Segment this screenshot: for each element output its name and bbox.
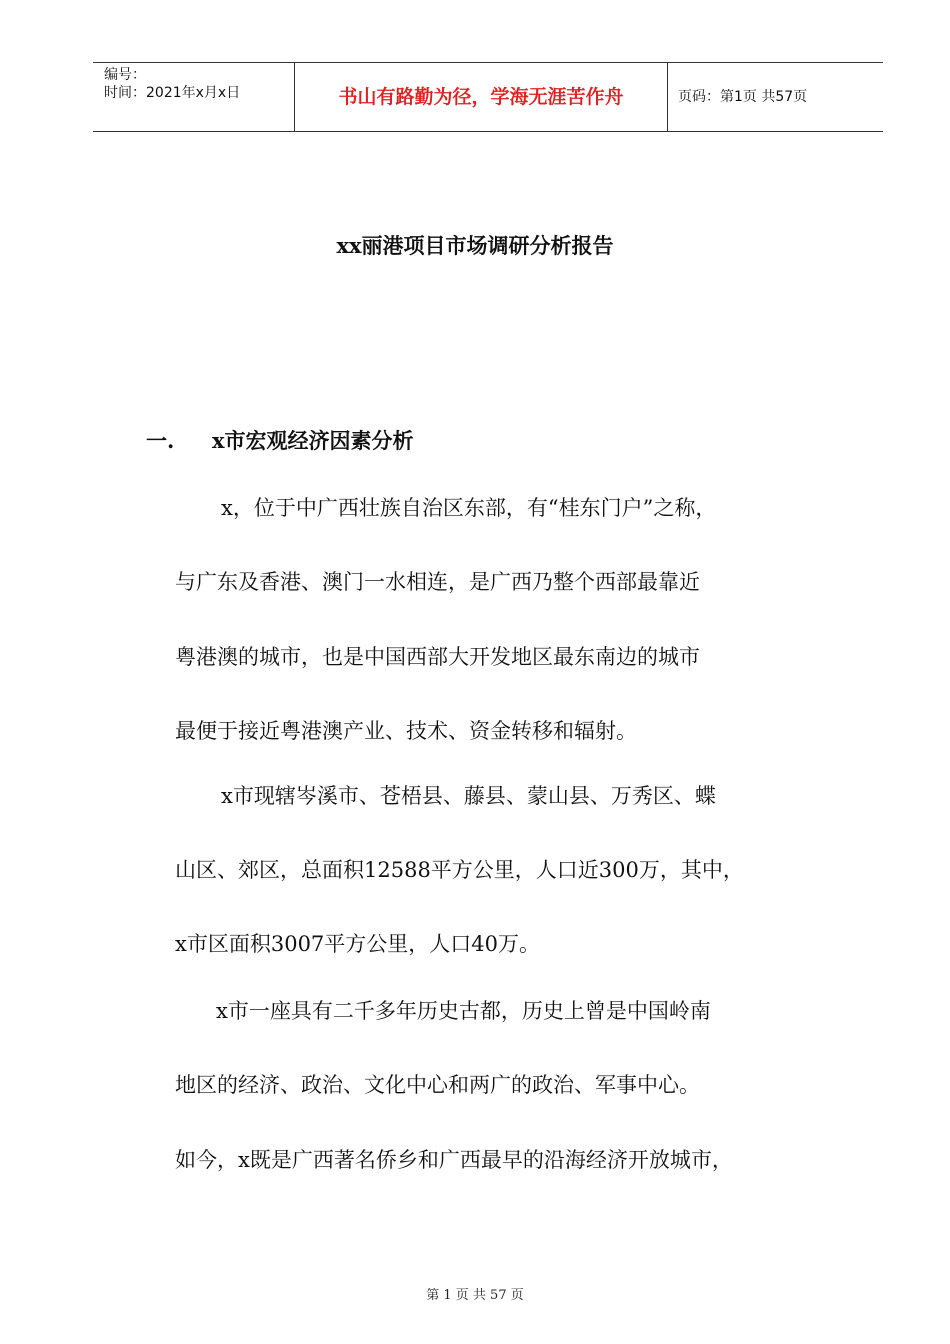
header-page-info: 页码：第1页 共57页 bbox=[678, 89, 808, 105]
body-line: 如今，x既是广西著名侨乡和广西最早的沿海经济开放城市， bbox=[175, 1148, 733, 1172]
document-time-label: 时间：2021年x月x日 bbox=[104, 85, 241, 101]
body-line: x市区面积3007平方公里，人口40万。 bbox=[175, 932, 541, 956]
section-number: 一. bbox=[146, 428, 175, 453]
header-motto-cell bbox=[295, 63, 668, 131]
body-line: x市一座具有二千多年历史古都，历史上曾是中国岭南 bbox=[216, 999, 711, 1023]
body-line: x，位于中广西壮族自治区东部，有“桂东门户”之称， bbox=[221, 496, 717, 520]
document-number-label: 编号： bbox=[104, 67, 146, 83]
header-motto: 书山有路勤为径，学海无涯苦作舟 bbox=[338, 86, 624, 108]
body-line: 最便于接近粤港澳产业、技术、资金转移和辐射。 bbox=[175, 719, 637, 743]
body-line: 地区的经济、政治、文化中心和两广的政治、军事中心。 bbox=[175, 1073, 700, 1097]
document-title: xx丽港项目市场调研分析报告 bbox=[336, 233, 614, 258]
section-heading bbox=[146, 426, 414, 456]
body-line: x市现辖岑溪市、苍梧县、藤县、蒙山县、万秀区、蝶 bbox=[221, 784, 716, 808]
body-line: 与广东及香港、澳门一水相连，是广西乃整个西部最靠近 bbox=[175, 570, 700, 594]
body-line: 山区、郊区，总面积12588平方公里，人口近300万，其中， bbox=[175, 858, 744, 882]
header-info-cell bbox=[93, 63, 295, 131]
page-header bbox=[93, 62, 883, 132]
section-title: x市宏观经济因素分析 bbox=[212, 428, 414, 453]
header-page-cell bbox=[668, 63, 883, 131]
body-line: 粤港澳的城市，也是中国西部大开发地区最东南边的城市 bbox=[175, 645, 700, 669]
page-footer: 第 1 页 共 57 页 bbox=[426, 1288, 524, 1303]
